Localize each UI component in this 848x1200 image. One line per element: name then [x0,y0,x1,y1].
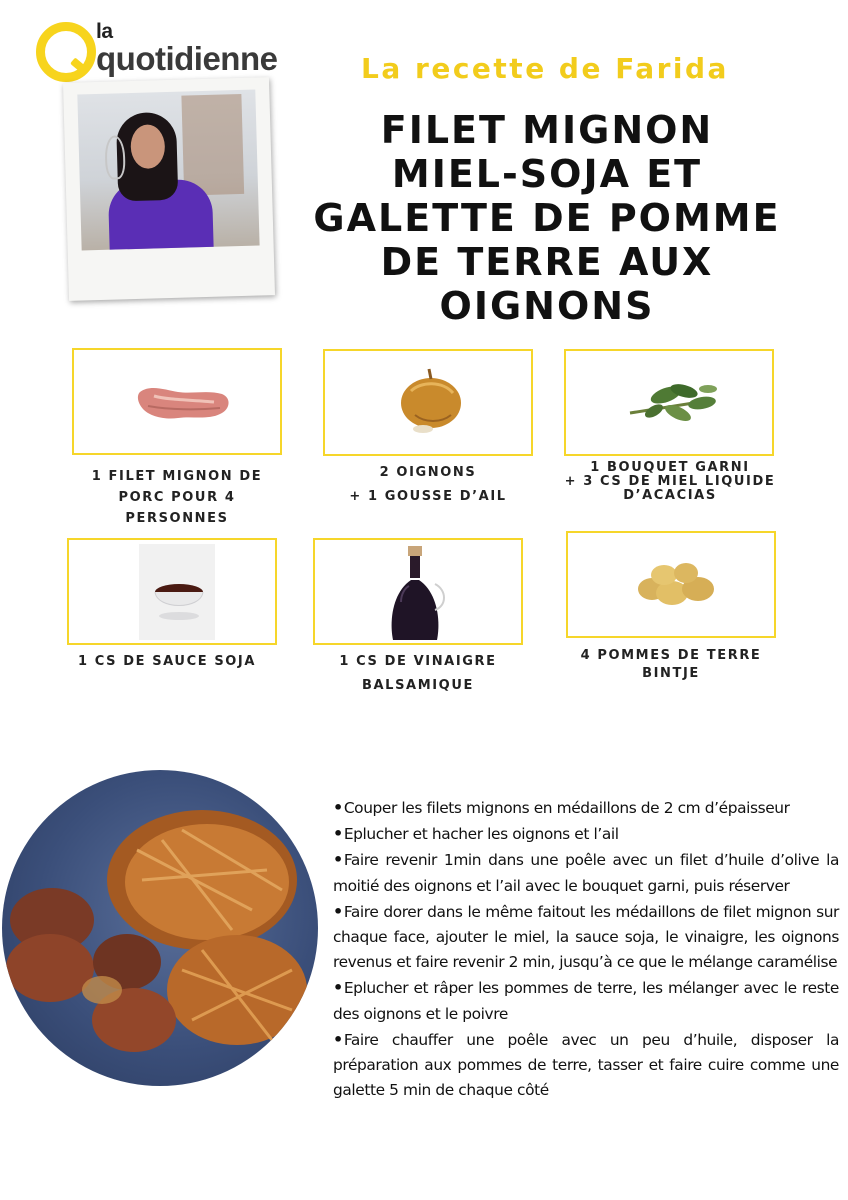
ingredient-label-vinegar [313,650,523,698]
recipe-steps [333,795,839,1103]
step-text: Eplucher et râper les pommes de terre, les mélanger avec le reste des oignons et le poivre [333,979,839,1023]
brand-logo [36,20,306,86]
recipe-step [333,795,839,821]
ingredient-card-vinegar [313,538,523,645]
step-text: Faire revenir 1min dans une poêle avec un filet d’huile d’olive la moitié des oignons et l’ail avec le bouquet garni, puis réserver [333,851,839,895]
ingredient-line: 1 FILET MIGNON DE [91,469,263,484]
title-line: OIGNONS [439,284,655,328]
ingredient-line: 1 CS DE VINAIGRE [339,654,497,669]
recipe-step [333,847,839,898]
title-line: FILET MIGNON [380,108,714,152]
step-text: Faire chauffer une poêle avec un peu d’huile, disposer la préparation aux pommes de terre, tasser et faire cuire comme une galette 5 min de chaque côté [333,1030,839,1100]
chef-polaroid [63,77,275,301]
step-text: Faire dorer dans le même faitout les médaillons de filet mignon sur chaque face, ajouter le miel, la sauce soja, le vinaigre, les oignons revenus et faire revenir 2 min, jusqu’à ce que le mélange caramélise [333,902,839,972]
bullet-icon: • [333,850,343,870]
ingredient-label-onion [323,461,533,509]
title-line: MIEL-SOJA ET [391,152,703,196]
ingredient-label-herbs [560,461,780,503]
bullet-icon: • [333,824,343,844]
ingredient-label-soy [62,653,272,671]
recipe-step [333,1027,839,1104]
ingredient-line: 1 BOUQUET GARNI [590,460,750,475]
ingredient-card-potatoes [566,531,776,638]
ingredient-card-pork [72,348,282,455]
ingredient-card-herbs [564,349,774,456]
ingredient-line: 4 POMMES DE TERRE [580,648,762,663]
logo-small-text: la [96,20,113,43]
herb-bouquet-icon [566,351,772,454]
potatoes-icon [568,533,774,636]
finished-dish-photo [2,770,318,1086]
ingredient-card-soy [67,538,277,645]
recipe-step [333,899,839,976]
ingredient-line: PORC POUR 4 [118,490,236,505]
recipe-step [333,821,839,847]
bullet-icon: • [333,901,343,921]
vinegar-bottle-icon [315,540,521,643]
chef-photo [77,90,259,251]
soy-sauce-bowl-icon [69,540,275,643]
ingredient-line: + 1 GOUSSE D’AIL [349,489,507,504]
ingredient-card-onion [323,349,533,456]
ingredient-label-pork [72,466,282,529]
ingredient-label-potatoes [566,647,776,683]
bullet-icon: • [333,978,343,998]
onion-icon [325,351,531,454]
bullet-icon: • [333,798,343,817]
logo-name-text: quotidienne [96,40,278,77]
ingredient-line: BINTJE [642,666,700,681]
recipe-subtitle: La recette de Farida [361,52,729,85]
pork-fillet-icon [74,350,280,453]
recipe-title [282,108,812,328]
title-line: GALETTE DE POMME [313,196,781,240]
title-line: DE TERRE AUX [380,240,714,284]
step-text: Eplucher et hacher les oignons et l’ail [343,825,619,844]
ingredient-line: 1 CS DE SAUCE SOJA [77,654,257,669]
kitchen-background [181,94,244,196]
logo-ring-icon [36,22,96,82]
ingredient-line: D’ACACIAS [623,488,717,503]
ingredient-line: 2 OIGNONS [379,465,477,480]
ingredient-line: + 3 CS DE MIEL LIQUIDE [564,474,776,489]
step-text: Couper les filets mignons en médaillons de 2 cm d’épaisseur [343,799,790,817]
plated-dish-illustration [2,770,318,1086]
bullet-icon: • [333,1029,343,1049]
recipe-step [333,975,839,1026]
ingredient-line: PERSONNES [125,511,229,526]
ingredient-line: BALSAMIQUE [362,678,474,693]
